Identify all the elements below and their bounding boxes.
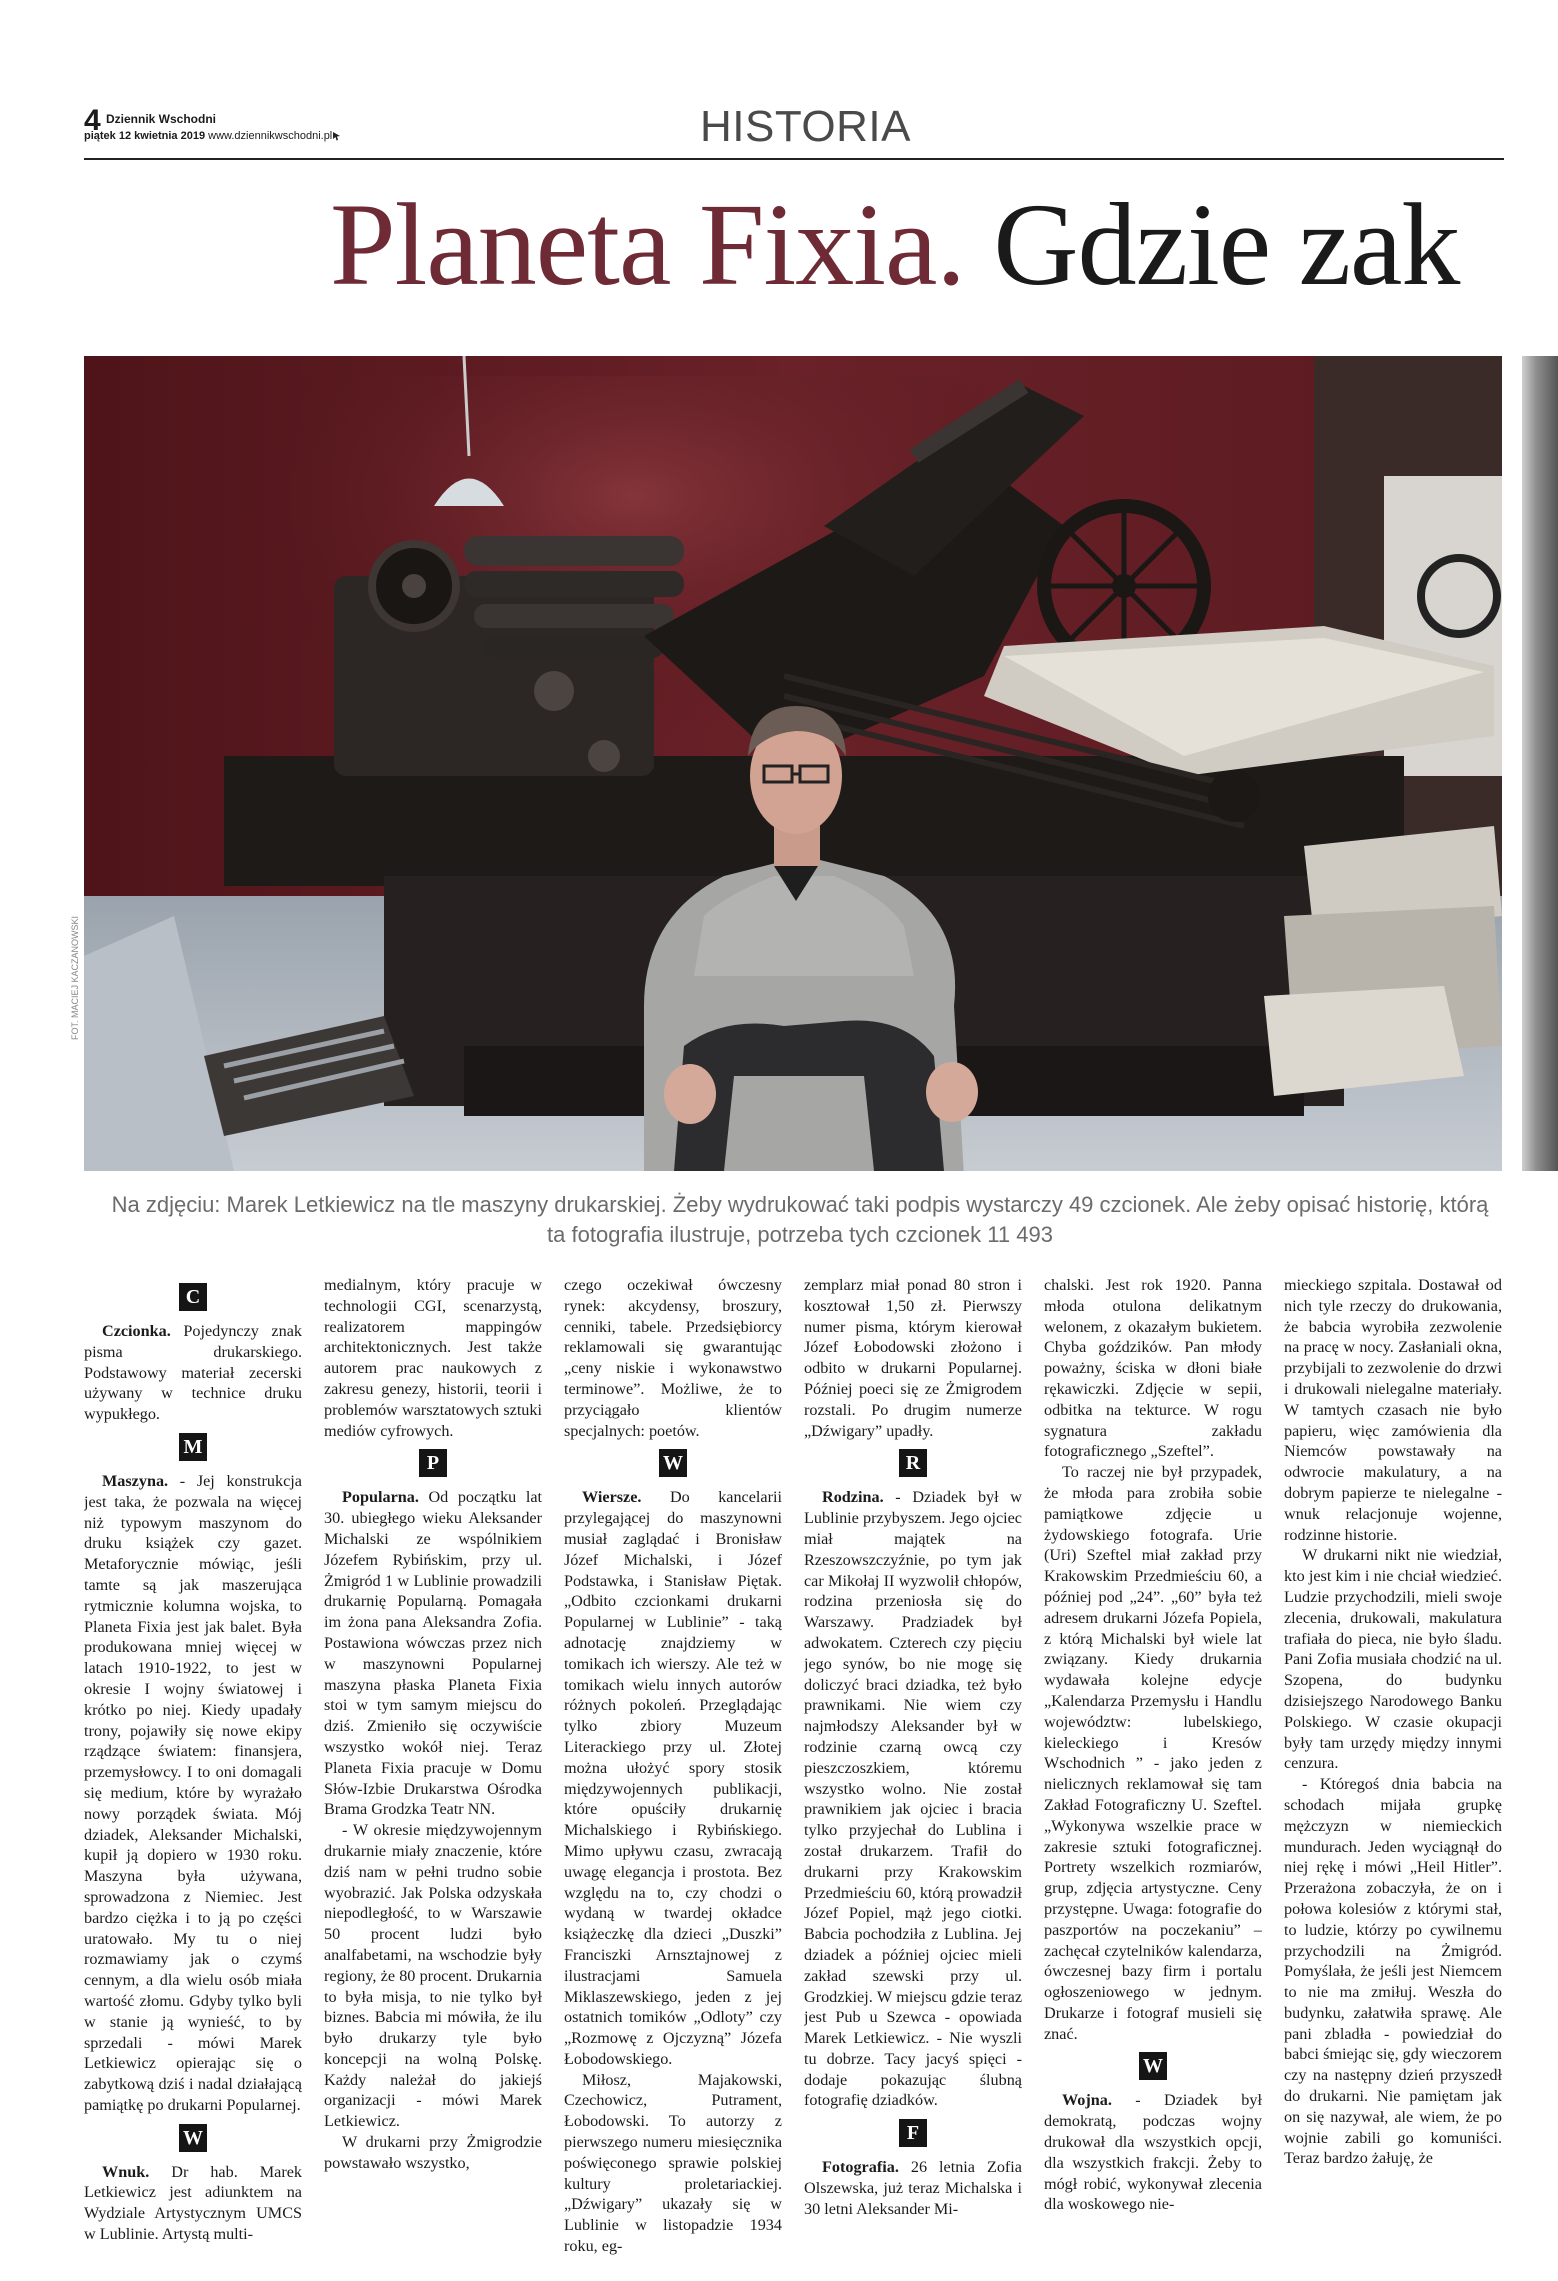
section-badge: C (179, 1283, 207, 1311)
section-badge: M (179, 1433, 207, 1461)
paragraph-text: - Jej konstrukcja jest taka, że pozwala na więcej niż typowym maszynom do druku książek czy gazet. Metaforycznie mówiąc, jeśli tamte są jak maszerująca rytmicznie kolumna wojska, to Planeta Fixia jest jak balet. Była produkowana mniej więcej w latach 1910-1922, to jest w okresie I wojny światowej i krótko po niej. Kiedy upadały trony, pojawiły się nowe ekipy rządzące światem: finansjera, przemysłowcy. I to oni domagali się medium, które by wyrażało nowy porządek świata. Mój dziadek, Aleksander Michalski, kupił ją dopiero w 1930 roku. Maszyna była używana, sprowadzona z Niemiec. Jest bardzo ciężka i to ją po części uratowało. My tu o niej rozmawiamy jak o czymś cennym, a dla wielu osób miała wartość złomu. Gdyby tylko byli w stanie ją wynieść, to by sprzedali - mówi Marek Letkiewicz opierając się o zabytkową dziś i nadal działającą pamiątkę po drukarni Popularnej. (84, 1471, 302, 2114)
paragraph (84, 1471, 302, 2116)
paragraph (564, 1487, 782, 2069)
paragraph-lead: Fotografia. (822, 2158, 899, 2177)
paragraph-lead: Wiersze. (582, 1488, 642, 1507)
printing-press-photo-illustration (84, 356, 1502, 1171)
section-badge: P (419, 1449, 447, 1477)
paragraph (324, 1487, 542, 1820)
paragraph: W drukarni przy Żmigrodzie powstawało wszystko, (324, 2133, 542, 2172)
cursor-arrow-icon (332, 131, 342, 141)
paragraph: medialnym, który pracuje w technologii CGI, scenarzystą, realizatorem mappingów architektonicznych. Jest także autorem prac naukowych z zakresu genezy, historii, teorii i problemów warsztatowych sztuki mediów cyfrowych. (324, 1276, 542, 1440)
article-body (84, 1275, 1502, 2275)
paragraph-lead: Wnuk. (102, 2162, 150, 2181)
article-column-1 (84, 1275, 302, 2275)
feature-photo (84, 356, 1502, 1171)
paragraph: - W okresie międzywojennym drukarnie miały znaczenie, które dziś nam w pełni trudno sobie wyobrazić. Jak Polska odzyskała niepodległość, to w Warszawie 50 procent ludzi było analfabetami, na wschodzie były regiony, że 80 procent. Drukarnia to była misja, to nie tylko był biznes. Babcia mi mówiła, że ilu było drukarzy tyle było koncepcji na wolną Polskę. Każdy należał do jakiejś organizacji - mówi Marek Letkiewicz. (324, 1821, 542, 2131)
paragraph-text: 26 letnia Zofia Olszewska, już teraz Michalska i 30 letni Aleksander Mi- (804, 2158, 1022, 2218)
photo-caption: Na zdjęciu: Marek Letkiewicz na tle maszyny drukarskiej. Żeby wydrukować taki podpis wystarczy 49 czcionek. Ale żeby opisać historię, którą ta fotografia ilustruje, potrzeba tych czcionek 11 493 (111, 1192, 1489, 1247)
paragraph: zemplarz miał ponad 80 stron i kosztował 1,50 zł. Pierwszy numer pisma, którym kierował Józef Łobodowski złożono i odbito w drukarni Popularnej. Później poeci się ze Żmigrodem rozstali. Po drugim numerze „Dźwigary” upadły. (804, 1276, 1022, 1440)
adjacent-photo-edge (1522, 356, 1558, 1171)
paragraph-lead: Czcionka. (102, 1322, 171, 1340)
paragraph: To raczej nie był przypadek, że młoda para zrobiła sobie pamiątkowe zdjęcie u żydowskiego fotografa. Urie (Uri) Szeftel miał zakład przy Krakowskim Przedmieściu 60, a później pod „24”. „60” była też adresem drukarni Józefa Popiela, z którą Michalski był wiele lat związany. Kiedy drukarnia wydawała kolejne edycje „Kalendarza Przemysłu i Handlu województw: lubelskiego, kieleckiego i Kresów Wschodnich ” - jako jeden z nielicznych reklamował się tam Zakład Fotograficzny U. Szeftel. „Wykonywa wszelkie prace w zakresie sztuki fotograficznej. Portrety wszelkich rozmiarów, grup, zdjęcia artystyczne. Ceny przystępne. Uwaga: fotografie do paszportów na poczekaniu” – zachęcał czytelników kalendarza, ówczesnej bazy firm i portalu ogłoszeniowego w jednym. Drukarze i fotograf musieli się znać. (1044, 1463, 1262, 2043)
paragraph-lead: Maszyna. (102, 1471, 169, 1490)
paragraph: Miłosz, Majakowski, Czechowicz, Putrament, Łobodowski. To autorzy z pierwszego numeru miesięcznika poświęconego sprawie polskiej kultury proletariackiej. „Dźwigary” ukazały się w Lublinie w listopadzie 1934 roku, eg- (564, 2070, 782, 2256)
section-badge: F (899, 2119, 927, 2147)
paragraph: mieckiego szpitala. Dostawał od nich tyle rzeczy do drukowania, że babcia wyrobiła zezwolenie na pracę w nocy. Zasłaniali okna, przybijali to zezwolenie do drzwi i drukowali nielegalne materiały. W tamtych czasach nie było papieru, więc zamówienia dla Niemców powstawały na odwrocie makulatury, a na dobrym papierze te nielegalne - wnuk relacjonuje wojenne, rodzinne historie. (1284, 1276, 1502, 1544)
paragraph (804, 2157, 1022, 2219)
paragraph (84, 2162, 302, 2245)
paragraph-text: Do kancelarii przylegającej do maszynowni musiał zaglądać i Bronisław Józef Michalski, i Józef Podstawka, i Stanisław Piętak. „Odbito czcionkami drukarni Popularnej w Lublinie” - taką adnotację znajdziemy w tomikach ich wierszy. Ale też w tomikach wielu innych autorów różnych pokoleń. Przeglądając tylko zbiory Muzeum Literackiego przy ul. Złotej można ułożyć spory stosik międzywojennych publikacji, które opuściły drukarnię Michalskiego i Rybińskiego. Mimo upływu czasu, zwracają uwagę elegancja i prostota. Bez względu na to, czy chodzi o wydaną w twardej okładce książeczkę dla dzieci „Duszki” Franciszki Arnsztajnowej z ilustracjami Samuela Miklaszewskiego, jeden z jej ostatnich tomików „Odloty” czy „Rozmowę z Ojczyzną” Józefa Łobodowskiego. (564, 1488, 782, 2068)
section-badge: W (179, 2124, 207, 2152)
paragraph: czego oczekiwał ówczesny rynek: akcydensy, broszury, cenniki, tabele. Przedsiębiorcy reklamowali się gwarantując „ceny niskie i wykonawstwo terminowe”. Możliwe, że to przyciągało klientów specjalnych: poetów. (564, 1276, 782, 1440)
section-badge: R (899, 1449, 927, 1477)
paragraph: W drukarni nikt nie wiedział, kto jest kim i nie chciał wiedzieć. Ludzie przychodzili, mieli swoje zlecenia, drukowali, makulatura trafiała do pieca, nie było śladu. Pani Zofia musiała chodzić na ul. Szopena, do budynku dzisiejszego Narodowego Banku Polskiego. W czasie okupacji były tam urzędy między innymi cenzura. (1284, 1546, 1502, 1773)
paragraph: chalski. Jest rok 1920. Panna młoda otulona delikatnym welonem, z okazałym bukietem. Chyba goździków. Pan młody poważny, ściska w dłoni białe rękawiczki. Zdjęcie w sepii, odbitka na tekturce. W rogu sygnatura zakładu fotograficznego „Szeftel”. (1044, 1276, 1262, 1461)
publication-name: Dziennik Wschodni (106, 112, 217, 126)
paragraph-lead: Popularna. (342, 1488, 419, 1507)
paragraph-lead: Wojna. (1062, 2091, 1112, 2110)
paragraph (84, 1321, 302, 1425)
article-column-3 (564, 1275, 782, 2275)
masthead (84, 104, 1504, 160)
headline-part-main: Gdzie zak (993, 179, 1460, 310)
article-column-2 (324, 1275, 542, 2275)
paragraph-text: - Dziadek był demokratą, podczas wojny drukował dla wszystkich opcji, dla wszystkich frakcji. Żeby to mógł robić, wykonywał zlecenia dla woskowego nie- (1044, 2091, 1262, 2214)
paragraph-text: - Dziadek był w Lublinie przybyszem. Jego ojciec miał majątek na Rzeszowszczyźnie, po tym jak car Mikołaj II wyzwolił chłopów, rodzina przeniosła się do Warszawy. Pradziadek był adwokatem. Czterech czy pięciu jego synów, bo nie mogę się doliczyć braci dziadka, też było prawnikami. Nie wiem czy najmłodszy Aleksander był w rodzinie czarną owcą czy pieszczoszkiem, któremu wszystko wolno. Nie został prawnikiem jak ojciec i bracia tylko przyjechał do Lublina i został drukarzem. Trafił do drukarni przy Krakowskim Przedmieściu 60, którą prowadził Józef Popiel, mąż jego ciotki. Babcia pochodziła z Lublina. Jej dziadek a później ojciec mieli zakład szewski przy ul. Grodzkiej. W miejscu gdzie teraz jest Pub u Szewca - opowiada Marek Letkiewicz. - Nie wyszli tu dobrze. Tacy jacyś spięci - dodaje pokazując ślubną fotografię dziadków. (804, 1488, 1022, 2110)
article-column-5 (1044, 1275, 1262, 2275)
headline (330, 179, 1460, 310)
headline-part-accent: Planeta Fixia. (330, 179, 965, 310)
dateline (84, 130, 342, 142)
paragraph (804, 1487, 1022, 2111)
photo-credit: FOT. MACIEJ KACZANOWSKI (70, 915, 80, 1040)
site-url[interactable]: www.dziennikwschodni.pl (208, 130, 333, 142)
page-number: 4 (84, 104, 100, 137)
section-title: HISTORIA (700, 102, 912, 151)
issue-date: piątek 12 kwietnia 2019 (84, 130, 206, 142)
paragraph-text: Dr hab. Marek Letkiewicz jest adiunktem na Wydziale Artystycznym UMCS w Lublinie. Artystą multi- (84, 2162, 302, 2244)
paragraph-lead: Rodzina. (822, 1488, 884, 1507)
paragraph-text: Pojedynczy znak pisma drukarskiego. Podstawowy materiał zecerski używany w technice druku wypukłego. (84, 1322, 302, 1424)
article-column-4 (804, 1275, 1022, 2275)
paragraph: - Któregoś dnia babcia na schodach mijała grupkę mężczyzn w niemieckich mundurach. Jeden wyciągnął do niej rękę i mówi „Heil Hitler”. Przerażona zobaczyła, że on i połowa kolesiów z którymi stał, to ludzie, którzy po cywilnemu przychodzili na Żmigród. Pomyślała, że jeśli jest Niemcem to nie ma zmiłuj. Weszła do budynku, załatwiła sprawę. Ale pani zbladła - powiedział do babci śmiejąc się, gdy wieczorem czy na następny dzień przyszedł do drukarni. Nie pamiętam jak on się nazywał, ale wiem, że po wojnie zabili go komuniści. Teraz bardzo żałuję, że (1284, 1775, 1502, 2168)
article-column-6 (1284, 1275, 1502, 2275)
paragraph (1044, 2090, 1262, 2215)
section-badge: W (659, 1449, 687, 1477)
paragraph-text: Od początku lat 30. ubiegłego wieku Aleksander Michalski ze wspólnikiem Józefem Rybińskim, przy ul. Żmigród 1 w Lublinie prowadzili drukarnię Popularną. Pomagała im żona pana Aleksandra Zofia. Postawiona wówczas przez nich w maszynowni Popularnej maszyna płaska Planeta Fixia stoi w tym samym miejscu do dziś. Zmieniło się oczywiście wszystko wokół niej. Teraz Planeta Fixia pracuje w Domu Słów-Izbie Drukarstwa Ośrodka Brama Grodzka Teatr NN. (324, 1488, 542, 1819)
section-badge: W (1139, 2052, 1167, 2080)
